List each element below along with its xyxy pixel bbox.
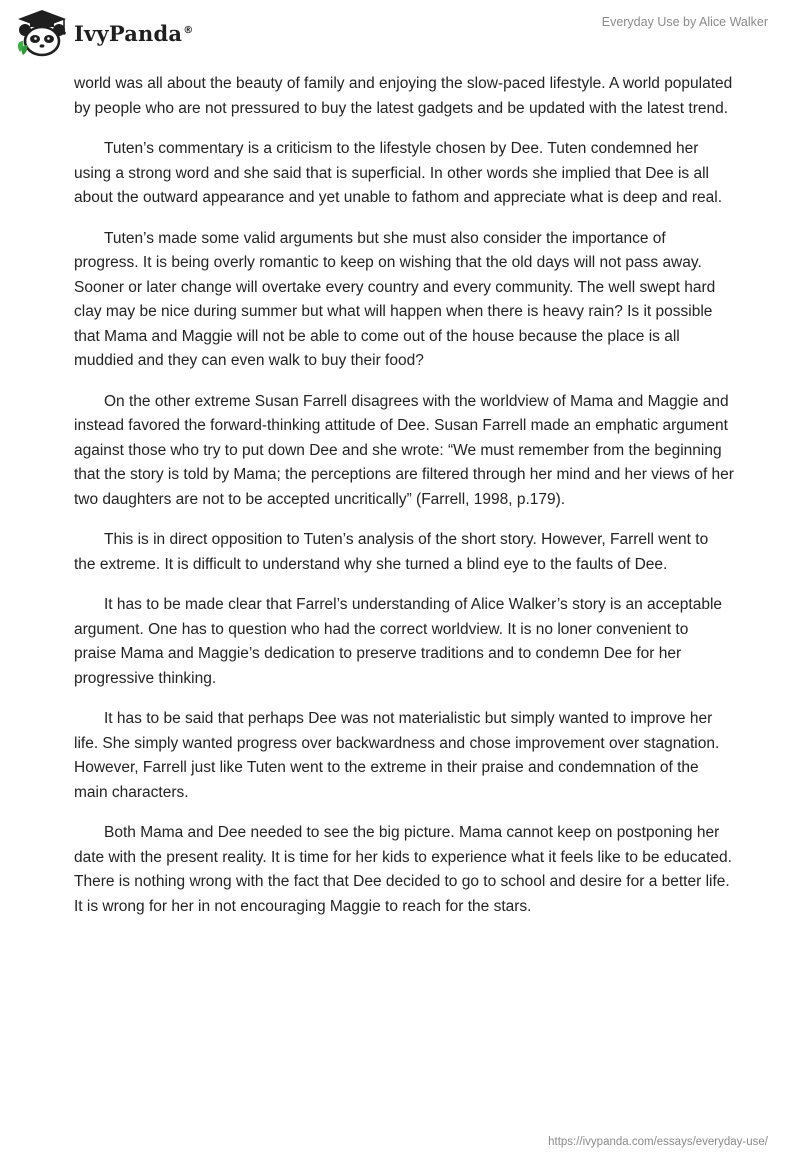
paragraph: world was all about the beauty of family and enjoying the slow-paced lifestyle. A world populated by people who are not pressured to buy the latest gadgets and be updated with the latest trend. <box>74 75 733 117</box>
registered-mark: ® <box>183 24 194 36</box>
brand-logo[interactable] <box>14 8 193 58</box>
paragraph: It has to be made clear that Farrel’s understanding of Alice Walker’s story is an acceptable argument. One has to question who had the correct worldview. It is no loner convenient to praise Mama and Maggie’s dedication to preserve traditions and to condemn Dee for her progressive thinking. <box>74 596 723 687</box>
page-header <box>0 0 800 70</box>
paragraph: Tuten’s commentary is a criticism to the lifestyle chosen by Dee. Tuten condemned her using a strong word and she said that is superficial. In other words she implied that Dee is all about the outward appearance and yet unable to fathom and appreciate what is deep and real. <box>74 140 723 206</box>
paragraph: On the other extreme Susan Farrell disagrees with the worldview of Mama and Maggie and instead favored the forward-thinking attitude of Dee. Susan Farrell made an emphatic argument against those who try to put down Dee and she wrote: “We must remember from the beginning that the story is told by Mama; the perceptions are filtered through her mind and her views of her two daughters are not to be accepted uncritically” (Farrell, 1998, p.179). <box>74 392 734 508</box>
paragraph: This is in direct opposition to Tuten’s analysis of the short story. However, Farrell went to the extreme. It is difficult to understand why she turned a blind eye to the faults of Dee. <box>74 531 709 573</box>
paragraph: Tuten’s made some valid arguments but she must also consider the importance of progress. It is being overly romantic to keep on wishing that the old days will not pass away. Sooner or later change will overtake every country and every community. The well swept hard clay may be nice during summer but what will happen when there is heavy rain? Is it possible that Mama and Maggie will not be able to come out of the house because the place is all muddied and they can even walk to buy their food? <box>74 229 716 369</box>
document-title: Everyday Use by Alice Walker <box>601 15 768 29</box>
essay-body <box>74 72 734 935</box>
brand-name: IvyPanda® <box>74 20 194 46</box>
source-url[interactable]: https://ivypanda.com/essays/everyday-use/ <box>548 1136 768 1148</box>
panda-graduate-icon <box>14 8 70 58</box>
paragraph: It has to be said that perhaps Dee was not materialistic but simply wanted to improve her life. She simply wanted progress over backwardness and chose improvement over stagnation. However, Farrell just like Tuten went to the extreme in their praise and condemnation of the main characters. <box>74 710 720 801</box>
paragraph: Both Mama and Dee needed to see the big picture. Mama cannot keep on postponing her date with the present reality. It is time for her kids to experience what it feels like to be educated. There is nothing wrong with the fact that Dee decided to go to school and desire for a better life. It is wrong for her in not encouraging Maggie to reach for the stars. <box>74 824 732 915</box>
